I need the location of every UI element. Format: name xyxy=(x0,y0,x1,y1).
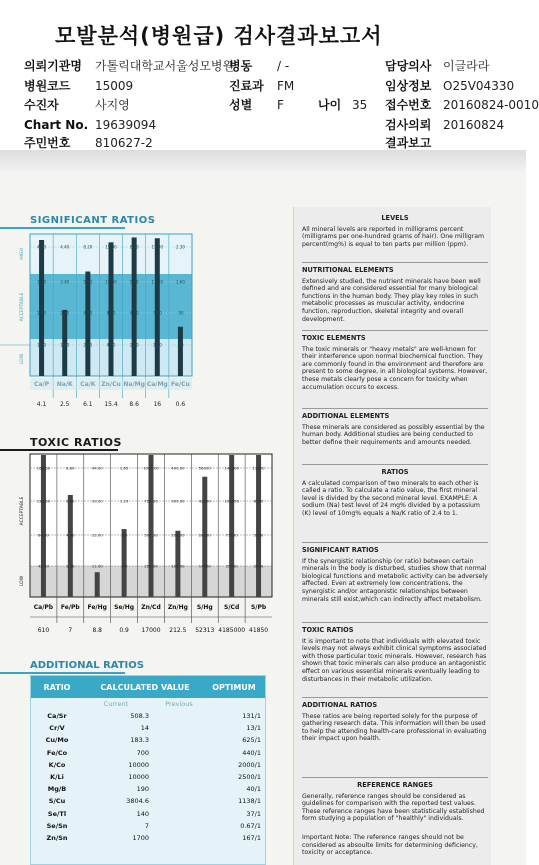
category-label: Ca/Pb xyxy=(33,604,54,611)
additional-ratios-rule xyxy=(0,672,125,674)
tick-label: 4.20 xyxy=(129,310,139,316)
category-label: S/Pb xyxy=(250,604,267,611)
value-clinical-info: O25V04330 xyxy=(443,79,515,93)
cell-optimum: 167/1 xyxy=(242,833,261,842)
cell-ratio: Se/Sn xyxy=(46,821,68,830)
tick-label: 1.40 xyxy=(60,342,70,348)
label-clinical-info: 임상정보 xyxy=(385,79,432,93)
tick-label: 7.00 xyxy=(152,310,162,316)
info-heading: TOXIC RATIOS xyxy=(302,626,354,634)
label-test-request: 검사의뢰 xyxy=(385,118,432,132)
category-label: Zn/Cd xyxy=(141,604,161,611)
additional-ratios-table xyxy=(30,675,266,865)
value-label: 610 xyxy=(37,627,50,634)
value-label: 8.6 xyxy=(129,401,139,408)
label-patient: 수진자 xyxy=(24,98,59,112)
cell-optimum: 440/1 xyxy=(242,748,261,757)
info-divider xyxy=(302,330,488,331)
cell-current: 10000 xyxy=(128,760,149,769)
value-label: 8.8 xyxy=(92,627,102,634)
cell-optimum: 2500/1 xyxy=(238,773,261,782)
significant-bar-ca-p xyxy=(37,240,47,376)
info-text: Generally, reference ranges should be considered as guidelines for comparison with the reported test values. These reference ranges have been statistically established form studying a population of "healthly" individuals. xyxy=(302,792,485,823)
tick-label: 44.00 xyxy=(91,465,103,471)
label-department: 진료과 xyxy=(229,79,264,93)
info-heading: TOXIC ELEMENTS xyxy=(302,334,366,342)
table-row xyxy=(31,820,265,832)
tick-label: 42000 xyxy=(198,498,211,504)
cell-optimum: 1138/1 xyxy=(238,797,261,806)
info-section xyxy=(302,702,488,743)
cell-ratio: S/Cu xyxy=(48,797,66,806)
value-ward: / - xyxy=(277,59,290,73)
value-label: 41850 xyxy=(249,627,269,634)
tick-label: 2.30 xyxy=(175,244,185,250)
value-institution: 가톨릭대학교서울성모병원 xyxy=(95,59,235,73)
tick-label: 142200 xyxy=(224,465,239,471)
value-label: 7 xyxy=(68,627,73,634)
label-resident-no: 주민번호 xyxy=(24,136,71,150)
page-title: 모발분석(병원급) 검사결과보고서 xyxy=(55,24,383,48)
cell-optimum: 131/1 xyxy=(242,712,261,721)
header-calculated: CALCULATED VALUE xyxy=(100,682,190,692)
tick-label: 3.00 xyxy=(152,342,162,348)
value-sex: F xyxy=(277,98,284,112)
table-row xyxy=(31,722,265,734)
tick-label: 56000 xyxy=(198,465,211,471)
info-divider xyxy=(302,408,488,409)
info-section xyxy=(302,627,488,683)
tick-label: 100.00 xyxy=(171,563,185,569)
cell-ratio: Cu/Mo xyxy=(45,736,69,745)
value-label: 15.4 xyxy=(104,401,118,408)
zone-label-acceptable: ACCEPTABLE xyxy=(20,292,25,322)
label-sex: 성별 xyxy=(229,98,253,112)
tick-label: 1.50 xyxy=(37,342,47,348)
tick-label: .83 xyxy=(121,532,128,538)
table-row xyxy=(31,734,265,746)
cell-ratio: Ca/Sr xyxy=(47,712,67,721)
cell-current: 3804.6 xyxy=(126,797,149,806)
info-text: These minerals are considered as possibly essential by the human body. Additional studies are being conducted to better define their requirements and amounts needed. xyxy=(302,423,485,446)
table-row xyxy=(31,795,265,807)
toxic-bar-ca-pb xyxy=(41,455,46,597)
tick-label: 8.20 xyxy=(83,244,93,250)
cell-ratio: K/Li xyxy=(50,773,64,782)
value-label: 52313 xyxy=(195,627,215,634)
tick-label: 5.20 xyxy=(83,279,93,285)
cell-optimum: 2000/1 xyxy=(238,760,261,769)
info-text: A calculated comparison of two minerals to each other is called a ratio. To calculate a ratio value, the first mineral level is divided by the second mineral level. EXAMPLE: A sodium (Na) test level of 24 mg% divided by a potassium (K) level of 10mg% equals a Na/K ratio of 2.4 to 1. xyxy=(302,479,480,517)
cell-current: 14 xyxy=(140,724,149,733)
tick-label: 3.40 xyxy=(60,279,70,285)
tick-label: 1.65 xyxy=(119,465,129,471)
significant-bar-ca-k xyxy=(83,272,93,377)
label-doctor: 담당의사 xyxy=(385,59,432,73)
value-doctor: 이글라라 xyxy=(443,59,490,73)
cell-current: 7 xyxy=(144,821,149,830)
cell-current: 190 xyxy=(136,785,149,794)
info-heading: LEVELS xyxy=(381,214,409,222)
additional-ratios-subheader xyxy=(31,698,265,710)
tick-label: 1000.00 xyxy=(143,465,159,471)
info-section xyxy=(302,335,488,391)
tick-label: 42.00 xyxy=(38,563,49,569)
cell-current: 1700 xyxy=(132,833,149,842)
label-hospital-code: 병원코드 xyxy=(24,79,71,93)
info-text: All mineral levels are reported in milligrams percent (milligrams per one-hundred grams of hair). One milligram percent(mg%) is equal to ten parts per million (ppm). xyxy=(302,225,485,248)
info-text: If the synergistic relationship (or ratio) between certain minerals in the body is disturbed, studies show that normal biological functions and metabolic activity can be adversely affected. Even at extremely low concentrations, the synergistic and/or antagonistic relationships between minerals still exist,which can indirectly affect metabolism. xyxy=(302,557,488,603)
tick-label: 35550 xyxy=(225,563,238,569)
value-label: 4185000 xyxy=(218,627,246,634)
tick-label: 2.20 xyxy=(83,342,93,348)
info-text: It is important to note that individuals with elevated toxic levels may not always exhibit clinical symptoms associated with those particular toxic minerals. However, research has shown that toxic minerals can also produce an antagonistic effect on various essential minerals eventually leading to disturbances in their metabolic utilization. xyxy=(302,637,487,683)
info-divider xyxy=(302,464,488,465)
table-row xyxy=(31,710,265,722)
tick-label: .40 xyxy=(121,563,128,569)
info-panel xyxy=(293,207,491,865)
info-text: These ratios are being reported solely for the purpose of gathering research data. This information will then be used to help the attending health-care professional in evaluating their impact upon health. xyxy=(302,712,487,743)
tick-label: 4.40 xyxy=(66,532,75,538)
value-label: 17000 xyxy=(141,627,161,634)
table-row xyxy=(31,783,265,795)
cell-optimum: 0.67/1 xyxy=(240,821,261,830)
additional-ratios-title: ADDITIONAL RATIOS xyxy=(30,660,144,671)
tick-label: 28000 xyxy=(198,532,211,538)
tick-label: 11000 xyxy=(252,465,265,471)
tick-label: 4.20 xyxy=(83,310,93,316)
tick-label: 106650 xyxy=(224,498,239,504)
scan-band xyxy=(0,150,526,172)
info-section xyxy=(302,215,488,248)
significant-ratios-title: SIGNIFICANT RATIOS xyxy=(30,215,156,226)
additional-ratios-header xyxy=(31,676,265,698)
value-label: 0.9 xyxy=(119,627,129,634)
tick-label: 1.23 xyxy=(119,498,129,504)
value-label: 2.5 xyxy=(59,401,70,408)
tick-label: 8.80 xyxy=(66,465,75,471)
tick-label: 8250 xyxy=(253,498,264,504)
tick-label: 500.00 xyxy=(144,532,158,538)
tick-label: 168.00 xyxy=(36,465,51,471)
cell-current: 10000 xyxy=(128,773,149,782)
zone-label-high: HIGH xyxy=(20,248,25,260)
value-patient: 사지영 xyxy=(95,98,130,112)
header-optimum: OPTIMUM xyxy=(212,682,256,692)
value-label: 212.5 xyxy=(169,627,187,634)
info-section xyxy=(302,267,488,323)
info-section xyxy=(302,782,488,823)
info-divider xyxy=(302,697,488,698)
tick-label: 126.00 xyxy=(36,498,51,504)
header-ratio: RATIO xyxy=(43,682,71,692)
tick-label: 250.00 xyxy=(144,563,158,569)
tick-label: 3.50 xyxy=(37,279,47,285)
toxic-bar-fe-hg xyxy=(95,572,100,597)
zone-label-acceptable: ACCEPTABLE xyxy=(20,496,25,526)
tick-label: 2.20 xyxy=(66,563,75,569)
label-ward: 병동 xyxy=(229,59,253,73)
cell-optimum: 40/1 xyxy=(246,785,261,794)
subheader-current: Current xyxy=(103,700,129,708)
info-section xyxy=(302,547,488,603)
cell-ratio: K/Co xyxy=(48,760,66,769)
info-divider xyxy=(302,777,488,778)
tick-label: 71100 xyxy=(225,532,238,538)
category-label: Se/Hg xyxy=(114,604,135,611)
tick-label: 5500 xyxy=(253,532,264,538)
info-section xyxy=(302,469,488,518)
category-label: Zn/Hg xyxy=(167,604,188,611)
table-row xyxy=(31,747,265,759)
tick-label: 1.60 xyxy=(175,279,185,285)
significant-bar-na-mg xyxy=(129,237,139,376)
label-result-report: 결과보고 xyxy=(385,136,432,150)
info-heading: REFERENCE RANGES xyxy=(357,781,433,789)
tick-label: 33.00 xyxy=(91,498,103,504)
toxic-ratios-chart xyxy=(0,451,292,647)
significant-bar-fe-cu xyxy=(178,327,183,376)
tick-label: 200.00 xyxy=(171,532,185,538)
zone-label-low: LOW xyxy=(20,353,25,365)
tick-label: 14000 xyxy=(198,563,211,569)
tick-label: .90 xyxy=(177,310,184,316)
toxic-bar-zn-cd xyxy=(149,455,154,597)
tick-label: 11.00 xyxy=(151,279,164,285)
cell-optimum: 13/1 xyxy=(246,724,261,733)
value-label: 0.6 xyxy=(175,401,186,408)
toxic-bar-fe-pb xyxy=(68,495,73,597)
category-label: S/Cd xyxy=(224,604,240,611)
tick-label: 22.00 xyxy=(91,532,103,538)
table-row xyxy=(31,771,265,783)
tick-label: 750.00 xyxy=(144,498,158,504)
cell-ratio: Cr/V xyxy=(49,724,65,733)
info-heading: NUTRITIONAL ELEMENTS xyxy=(302,266,394,274)
subheader-previous: Previous xyxy=(165,700,193,708)
cell-optimum: 37/1 xyxy=(246,809,261,818)
value-label: 6.1 xyxy=(83,401,93,408)
table-row xyxy=(31,808,265,820)
tick-label: 5.80 xyxy=(129,279,139,285)
value-resident-no: 810627-2 xyxy=(95,136,153,150)
value-department: FM xyxy=(277,79,295,93)
tick-label: 4.00 xyxy=(37,244,47,250)
tick-label: 11.00 xyxy=(91,563,103,569)
tick-label: 8.00 xyxy=(106,310,116,316)
category-band xyxy=(30,378,192,390)
tick-label: 2.60 xyxy=(129,342,139,348)
cell-ratio: Mg/B xyxy=(47,785,67,794)
value-receipt-no: 20160824-0010 xyxy=(443,98,539,112)
info-text: The toxic minerals or "heavy metals" are well-known for their interference upon normal biochemical function. They are commonly found in the environment and therefore are present to some degree, in all biological systems. However, these metals clearly pose a concern for toxicity when accumulation occurs to excess. xyxy=(302,345,488,391)
info-divider xyxy=(302,622,488,623)
value-label: 4.1 xyxy=(36,401,47,408)
zone-label-low: LOW xyxy=(20,575,25,587)
category-label: Fe/Pb xyxy=(60,604,80,611)
info-heading: ADDITIONAL RATIOS xyxy=(302,701,378,709)
category-label: Fe/Hg xyxy=(87,604,107,611)
cell-ratio: Fe/Co xyxy=(46,748,68,757)
tick-label: .20 xyxy=(177,342,184,348)
value-hospital-code: 15009 xyxy=(95,79,134,93)
tick-label: 2650 xyxy=(253,563,264,569)
table-row xyxy=(31,759,265,771)
tick-label: 8.00 xyxy=(129,244,139,250)
additional-ratios-rows xyxy=(31,710,265,844)
info-heading: SIGNIFICANT RATIOS xyxy=(302,546,379,554)
info-heading: RATIOS xyxy=(381,468,409,476)
label-age: 나이 xyxy=(318,98,342,112)
table-row xyxy=(31,832,265,844)
value-test-request: 20160824 xyxy=(443,118,505,132)
tick-label: 4.00 xyxy=(106,342,116,348)
info-section xyxy=(302,834,488,857)
value-label: 16 xyxy=(153,401,162,408)
tick-label: 400.00 xyxy=(171,465,185,471)
value-chart-no: 19639094 xyxy=(95,118,157,132)
tick-label: 4.40 xyxy=(60,244,70,250)
toxic-bar-s-pb xyxy=(256,455,261,597)
label-chart-no: Chart No. xyxy=(24,118,89,132)
significant-ratios-chart xyxy=(0,229,292,417)
tick-label: 300.00 xyxy=(171,498,185,504)
info-text: Important Note: The reference ranges should not be considered as absoulte limits for determining deficiency, toxicity or acceptance. xyxy=(302,834,478,857)
cell-current: 700 xyxy=(136,748,149,757)
label-receipt-no: 접수번호 xyxy=(385,98,432,112)
tick-label: 6.60 xyxy=(66,498,75,504)
label-institution: 의뢰기관명 xyxy=(24,59,82,73)
tick-label: 12.00 xyxy=(105,279,117,285)
cell-current: 140 xyxy=(136,809,149,818)
tick-label: 15.00 xyxy=(105,244,117,250)
toxic-ratios-title: TOXIC RATIOS xyxy=(30,436,122,449)
cell-optimum: 625/1 xyxy=(242,736,261,745)
category-label: S/Hg xyxy=(196,604,213,611)
cell-ratio: Se/Tl xyxy=(47,809,67,818)
info-section xyxy=(302,413,488,446)
cell-current: 183.3 xyxy=(130,736,149,745)
cell-current: 508.3 xyxy=(130,712,149,721)
tick-label: 15.00 xyxy=(151,244,164,250)
cell-ratio: Zn/Sn xyxy=(46,833,68,842)
info-divider xyxy=(302,262,488,263)
tick-label: 84.00 xyxy=(38,532,49,538)
info-heading: ADDITIONAL ELEMENTS xyxy=(302,412,390,420)
value-age: 35 xyxy=(352,98,368,112)
info-text: Extensively studied, the nutrient minerals have been well defined and are considered essential for many biological functions in the human body. They play key roles in such metabolic processes as muscular activity, endocrine function, reproduction, skeletal integrity and overall development. xyxy=(302,277,481,323)
tick-label: 2.40 xyxy=(60,310,70,316)
info-divider xyxy=(302,542,488,543)
toxic-bar-s-cd xyxy=(229,455,234,597)
tick-label: 2.60 xyxy=(37,310,47,316)
